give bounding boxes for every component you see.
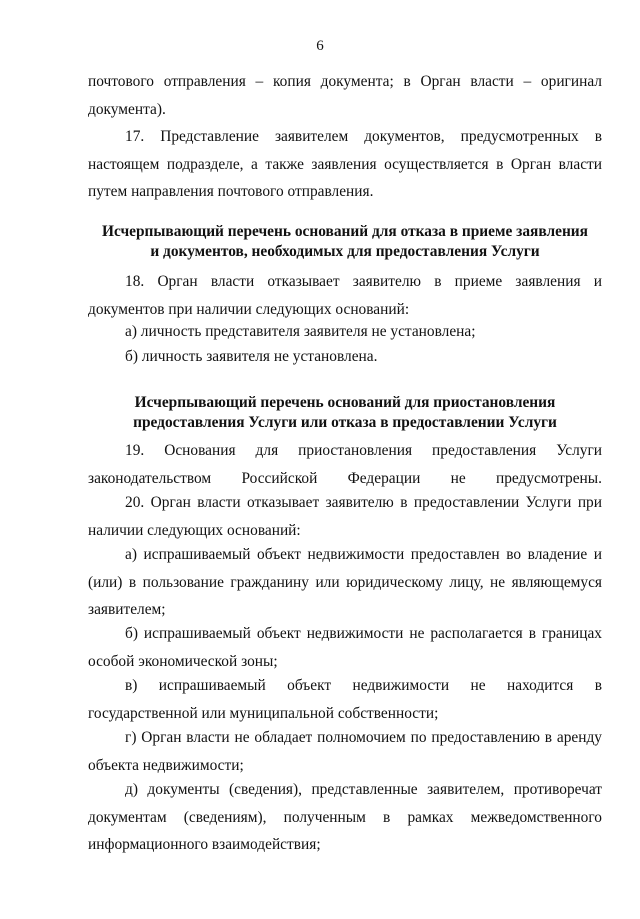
paragraph-18: 18. Орган власти отказывает заявителю в приеме заявления и документов при наличии следующих оснований:: [88, 273, 602, 318]
heading-line: и документов, необходимых для предоставления Услуги: [150, 243, 540, 260]
page-number: 6: [316, 38, 324, 54]
paragraph-20b: б) испрашиваемый объект недвижимости не располагается в границах особой экономической зоны;: [88, 625, 602, 670]
paragraph-19: 19. Основания для приостановления предоставления Услуги законодательством Российской Федерации не предусмотрены.: [88, 442, 602, 487]
heading-line: Исчерпывающий перечень оснований для отказа в приеме заявления: [101, 223, 589, 240]
paragraph-20c: в) испрашиваемый объект недвижимости не находится в государственной или муниципальной собственности;: [88, 677, 602, 722]
paragraph-20: 20. Орган власти отказывает заявителю в предоставлении Услуги при наличии следующих оснований:: [88, 494, 602, 539]
paragraph-continuation: почтового отправления – копия документа; в Орган власти – оригинал документа).: [88, 73, 602, 118]
section-heading-suspension-refusal: [88, 393, 602, 433]
paragraph-20e: д) документы (сведения), представленные заявителем, противоречат документам (сведениям), полученным в рамках межведомственного информационного взаимодействия;: [88, 781, 602, 853]
paragraph-18a: а) личность представителя заявителя не установлена;: [125, 323, 476, 340]
heading-line: предоставления Услуги или отказа в предоставлении Услуги: [133, 414, 557, 431]
paragraph-20d: г) Орган власти не обладает полномочием по предоставлению в аренду объекта недвижимости;: [88, 729, 602, 774]
paragraph-20a: а) испрашиваемый объект недвижимости предоставлен во владение и (или) в пользование гражданину или юридическому лицу, не являющемуся заявителем;: [88, 546, 602, 618]
section-heading-refusal-acceptance: [88, 222, 602, 262]
paragraph-17: 17. Представление заявителем документов, предусмотренных в настоящем подразделе, а также заявления осуществляется в Орган власти путем направления почтового отправления.: [88, 128, 602, 200]
paragraph-18b: б) личность заявителя не установлена.: [125, 348, 378, 365]
heading-line: Исчерпывающий перечень оснований для приостановления: [134, 394, 556, 411]
